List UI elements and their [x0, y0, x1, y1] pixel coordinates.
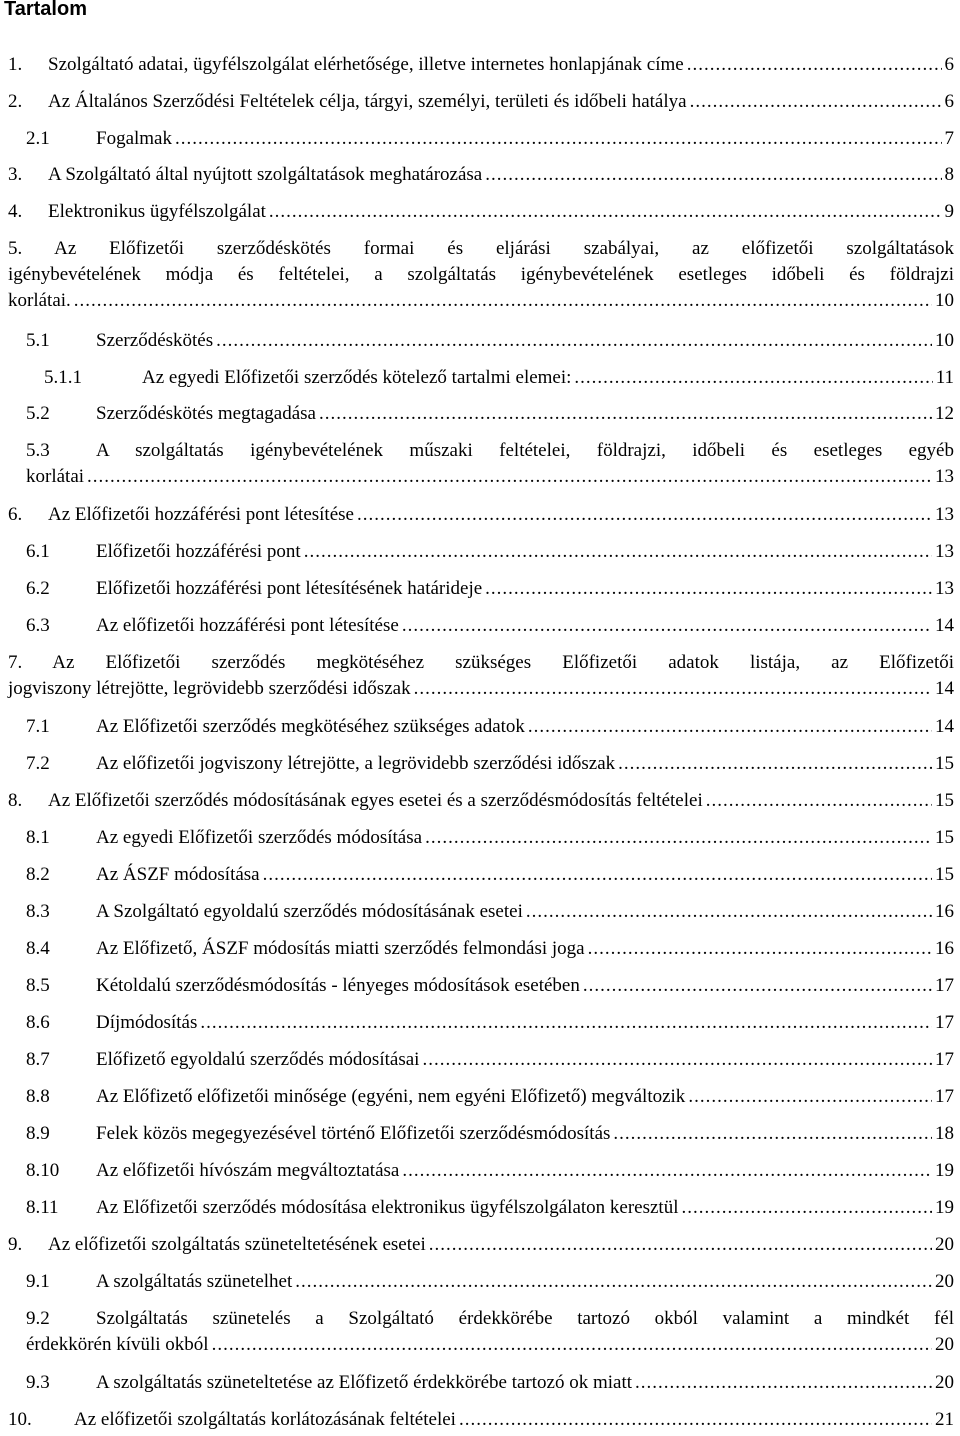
toc-entry-number: 8.11	[26, 1197, 59, 1218]
dot-leader	[588, 936, 932, 962]
toc-entry-title: Szolgáltató adatai, ügyfélszolgálat elérhetősége, illetve internetes honlapjának címe	[48, 54, 684, 75]
toc-entry-page: 10	[935, 330, 954, 351]
toc-entry-page: 20	[935, 1234, 954, 1255]
toc-entry-number: 8.3	[26, 901, 50, 922]
toc-entry[interactable]	[26, 1269, 954, 1295]
toc-entry-page: 13	[935, 578, 954, 599]
toc-entry-title: Előfizető egyoldalú szerződés módosításai	[96, 1049, 420, 1070]
toc-entry-title-line: A szolgáltatás igénybevételének műszaki feltételei, földrajzi, időbeli és esetleges egyéb	[96, 440, 954, 461]
dot-leader	[200, 1010, 932, 1036]
toc-entry-title-line: korlátai	[26, 466, 85, 487]
dot-leader	[459, 1407, 932, 1433]
dot-leader	[87, 464, 932, 490]
toc-entry-page: 15	[935, 827, 954, 848]
toc-entry-number: 8.	[8, 790, 23, 811]
dot-leader	[295, 1269, 932, 1295]
toc-entry-title: Díjmódosítás	[96, 1012, 198, 1033]
toc-entry[interactable]	[8, 89, 954, 115]
toc-entry-number: 8.4	[26, 938, 50, 959]
toc-entry-title: Az előfizetői hívószám megváltoztatása	[96, 1160, 400, 1181]
toc-entry-title: Elektronikus ügyfélszolgálat	[48, 201, 266, 222]
dot-leader	[402, 1158, 932, 1184]
toc-entry[interactable]	[8, 1232, 954, 1258]
toc-entry-number: 6.1	[26, 541, 50, 562]
toc-entry[interactable]	[26, 1047, 954, 1073]
toc-entry-page: 14	[935, 678, 954, 699]
toc-entry[interactable]	[8, 788, 954, 814]
dot-leader	[528, 714, 932, 740]
toc-entry-title-line: korlátai.	[8, 290, 71, 311]
toc-entry-number: 3.	[8, 164, 23, 185]
toc-entry-title-line: jogviszony létrejötte, legrövidebb szerződési időszak	[8, 678, 411, 699]
toc-entry-page: 19	[935, 1197, 954, 1218]
toc-entry-page: 9	[944, 201, 954, 222]
toc-entry-number: 5.1	[26, 330, 50, 351]
toc-entry[interactable]	[26, 438, 954, 490]
toc-entry-page: 17	[935, 975, 954, 996]
dot-leader	[574, 365, 932, 391]
toc-entry-page: 6	[944, 91, 954, 112]
toc-entry-number: 5.	[8, 238, 23, 259]
toc-entry-number: 6.	[8, 504, 23, 525]
toc-entry[interactable]	[26, 126, 954, 152]
toc-entry-title: Felek közös megegyezésével történő Előfizetői szerződésmódosítás	[96, 1123, 611, 1144]
toc-heading: Tartalom	[4, 0, 87, 20]
toc-entry-title: Az Általános Szerződési Feltételek célja, tárgyi, személyi, területi és időbeli hatálya	[48, 91, 687, 112]
toc-entry[interactable]	[26, 1121, 954, 1147]
dot-leader	[681, 1195, 932, 1221]
dot-leader	[429, 1232, 932, 1258]
toc-entry-title: Az Előfizetői szerződés módosításának egyes esetei és a szerződésmódosítás feltételei	[48, 790, 703, 811]
dot-leader	[485, 576, 932, 602]
toc-entry[interactable]	[8, 162, 954, 188]
toc-entry[interactable]	[26, 936, 954, 962]
toc-entry-number: 8.8	[26, 1086, 50, 1107]
toc-entry[interactable]	[44, 365, 954, 391]
toc-entry-number: 5.3	[26, 440, 50, 461]
toc-entry-number: 8.7	[26, 1049, 50, 1070]
toc-entry-page: 17	[935, 1049, 954, 1070]
toc-entry-page: 6	[944, 54, 954, 75]
toc-entry[interactable]	[26, 899, 954, 925]
toc-entry-page: 14	[935, 615, 954, 636]
toc-entry-page: 13	[935, 541, 954, 562]
toc-entry[interactable]	[26, 714, 954, 740]
toc-entry-page: 17	[935, 1012, 954, 1033]
toc-entry-number: 8.2	[26, 864, 50, 885]
toc-entry-number: 7.	[8, 652, 23, 673]
toc-entry-title: Az Előfizető előfizetői minősége (egyéni, nem egyéni Előfizető) megváltozik	[96, 1086, 686, 1107]
toc-entry-number: 2.	[8, 91, 23, 112]
dot-leader	[216, 328, 932, 354]
toc-entry-title: Előfizetői hozzáférési pont létesítésének határideje	[96, 578, 483, 599]
dot-leader	[526, 899, 932, 925]
toc-entry-number: 5.1.1	[44, 367, 82, 388]
toc-entry-number: 7.2	[26, 753, 50, 774]
toc-entry-page: 19	[935, 1160, 954, 1181]
dot-leader	[74, 288, 932, 314]
toc-entry-page: 16	[935, 901, 954, 922]
toc-entry[interactable]	[26, 973, 954, 999]
toc-entry[interactable]	[26, 751, 954, 777]
dot-leader	[304, 539, 932, 565]
dot-leader	[414, 676, 932, 702]
dot-leader	[175, 126, 942, 152]
toc-entry-title: Előfizetői hozzáférési pont	[96, 541, 301, 562]
toc-entry-title-line: érdekkörén kívüli okból	[26, 1334, 209, 1355]
dot-leader	[635, 1370, 932, 1396]
toc-entry-title: Az Előfizetői hozzáférési pont létesítése	[48, 504, 354, 525]
toc-entry-page: 21	[935, 1409, 954, 1430]
dot-leader	[687, 52, 942, 78]
toc-entry-page: 8	[944, 164, 954, 185]
toc-entry-number: 8.5	[26, 975, 50, 996]
toc-entry-title-line: igénybevételének módja és feltételei, a szolgáltatás igénybevételének esetleges időbeli és földrajzi	[8, 264, 954, 285]
toc-entry[interactable]	[26, 1010, 954, 1036]
dot-leader	[485, 162, 941, 188]
dot-leader	[613, 1121, 932, 1147]
toc-entry-page: 13	[935, 504, 954, 525]
toc-entry-number: 9.	[8, 1234, 23, 1255]
dot-leader	[706, 788, 932, 814]
toc-entry-title: Az ÁSZF módosítása	[96, 864, 260, 885]
toc-entry[interactable]	[8, 236, 954, 314]
toc-entry[interactable]	[8, 502, 954, 528]
toc-entry-page: 7	[944, 128, 954, 149]
toc-entry-title: Az Előfizetői szerződés megkötéséhez szükséges adatok	[96, 716, 525, 737]
toc-entry-number: 5.2	[26, 403, 50, 424]
toc-entry[interactable]	[26, 539, 954, 565]
toc-entry-title: Az egyedi Előfizetői szerződés kötelező tartalmi elemei:	[142, 367, 572, 388]
toc-entry-number: 8.1	[26, 827, 50, 848]
toc-entry-page: 12	[935, 403, 954, 424]
toc-entry-title: A Szolgáltató által nyújtott szolgáltatások meghatározása	[48, 164, 483, 185]
toc-entry-number: 9.2	[26, 1308, 50, 1329]
dot-leader	[263, 862, 932, 888]
toc-entry-title: Szerződéskötés	[96, 330, 214, 351]
toc-entry[interactable]	[8, 199, 954, 225]
toc-entry-title: Az Előfizető, ÁSZF módosítás miatti szerződés felmondási joga	[96, 938, 585, 959]
toc-entry-title: Az Előfizetői szerződés módosítása elektronikus ügyfélszolgálaton keresztül	[96, 1197, 679, 1218]
toc-entry-page: 15	[935, 790, 954, 811]
toc-entry-number: 6.2	[26, 578, 50, 599]
toc-entry-number: 1.	[8, 54, 23, 75]
dot-leader	[357, 502, 932, 528]
toc-entry-page: 15	[935, 864, 954, 885]
toc-entry[interactable]	[26, 1195, 954, 1221]
toc-entry-page: 10	[935, 290, 954, 311]
toc-entry-title: A Szolgáltató egyoldalú szerződés módosításának esetei	[96, 901, 523, 922]
toc-entry-page: 13	[935, 466, 954, 487]
toc-entry-page: 17	[935, 1086, 954, 1107]
toc-entry[interactable]	[26, 1370, 954, 1396]
toc-entry-number: 2.1	[26, 128, 50, 149]
toc-entry-page: 14	[935, 716, 954, 737]
toc-entry[interactable]	[26, 1084, 954, 1110]
dot-leader	[425, 825, 932, 851]
dot-leader	[688, 1084, 932, 1110]
toc-entry-page: 20	[935, 1372, 954, 1393]
toc-entry-title: Kétoldalú szerződésmódosítás - lényeges módosítások esetében	[96, 975, 580, 996]
toc-entry-page: 15	[935, 753, 954, 774]
toc-entry-page: 20	[935, 1334, 954, 1355]
toc-entry-page: 11	[935, 367, 954, 388]
dot-leader	[319, 401, 932, 427]
toc-entry[interactable]	[26, 613, 954, 639]
toc-entry-page: 16	[935, 938, 954, 959]
toc-entry[interactable]	[8, 52, 954, 78]
toc-entry-title: A szolgáltatás szüneteltetése az Előfizető érdekkörébe tartozó ok miatt	[96, 1372, 632, 1393]
toc-entry[interactable]	[26, 862, 954, 888]
toc-entry[interactable]	[8, 1407, 954, 1433]
toc-entry[interactable]	[26, 328, 954, 354]
toc-entry-title: Az előfizetői hozzáférési pont létesítése	[96, 615, 399, 636]
toc-entry-number: 8.10	[26, 1160, 60, 1181]
toc-entry-number: 6.3	[26, 615, 50, 636]
toc-entry-number: 7.1	[26, 716, 50, 737]
toc-entry-title: A szolgáltatás szünetelhet	[96, 1271, 293, 1292]
toc-entry-number: 4.	[8, 201, 23, 222]
toc-entry[interactable]	[26, 401, 954, 427]
dot-leader	[212, 1332, 932, 1358]
toc-entry-page: 18	[935, 1123, 954, 1144]
toc-entry-number: 9.3	[26, 1372, 50, 1393]
toc-entry-title: Az előfizetői szolgáltatás szüneteltetésének esetei	[48, 1234, 426, 1255]
toc-entry-page: 20	[935, 1271, 954, 1292]
dot-leader	[583, 973, 932, 999]
toc-entry[interactable]	[26, 1158, 954, 1184]
toc-entry[interactable]	[26, 576, 954, 602]
toc-entry-title: Az előfizetői jogviszony létrejötte, a legrövidebb szerződési időszak	[96, 753, 616, 774]
toc-entry[interactable]	[26, 825, 954, 851]
toc-entry[interactable]	[26, 1306, 954, 1358]
dot-leader	[690, 89, 942, 115]
toc-entry-title: Az egyedi Előfizetői szerződés módosítása	[96, 827, 423, 848]
toc-entry-number: 9.1	[26, 1271, 50, 1292]
toc-entry-title-line: Az Előfizetői szerződéskötés formai és eljárási szabályai, az előfizetői szolgáltatások	[54, 238, 955, 259]
toc-entry-number: 8.6	[26, 1012, 50, 1033]
toc-entry-title: Szerződéskötés megtagadása	[96, 403, 316, 424]
toc-entry-title-line: Az Előfizetői szerződés megkötéséhez szükséges Előfizetői adatok listája, az Előfizetői	[52, 652, 955, 673]
toc-entry-number: 10.	[8, 1409, 32, 1430]
toc-entry-title: Az előfizetői szolgáltatás korlátozásának feltételei	[74, 1409, 456, 1430]
toc-entry-number: 8.9	[26, 1123, 50, 1144]
dot-leader	[618, 751, 932, 777]
toc-entry-title-line: Szolgáltatás szünetelés a Szolgáltató érdekkörébe tartozó okból valamint a mindkét fél	[96, 1308, 954, 1329]
toc-entry-title: Fogalmak	[96, 128, 172, 149]
dot-leader	[422, 1047, 932, 1073]
dot-leader	[402, 613, 932, 639]
dot-leader	[269, 199, 942, 225]
toc-entry[interactable]	[8, 650, 954, 702]
